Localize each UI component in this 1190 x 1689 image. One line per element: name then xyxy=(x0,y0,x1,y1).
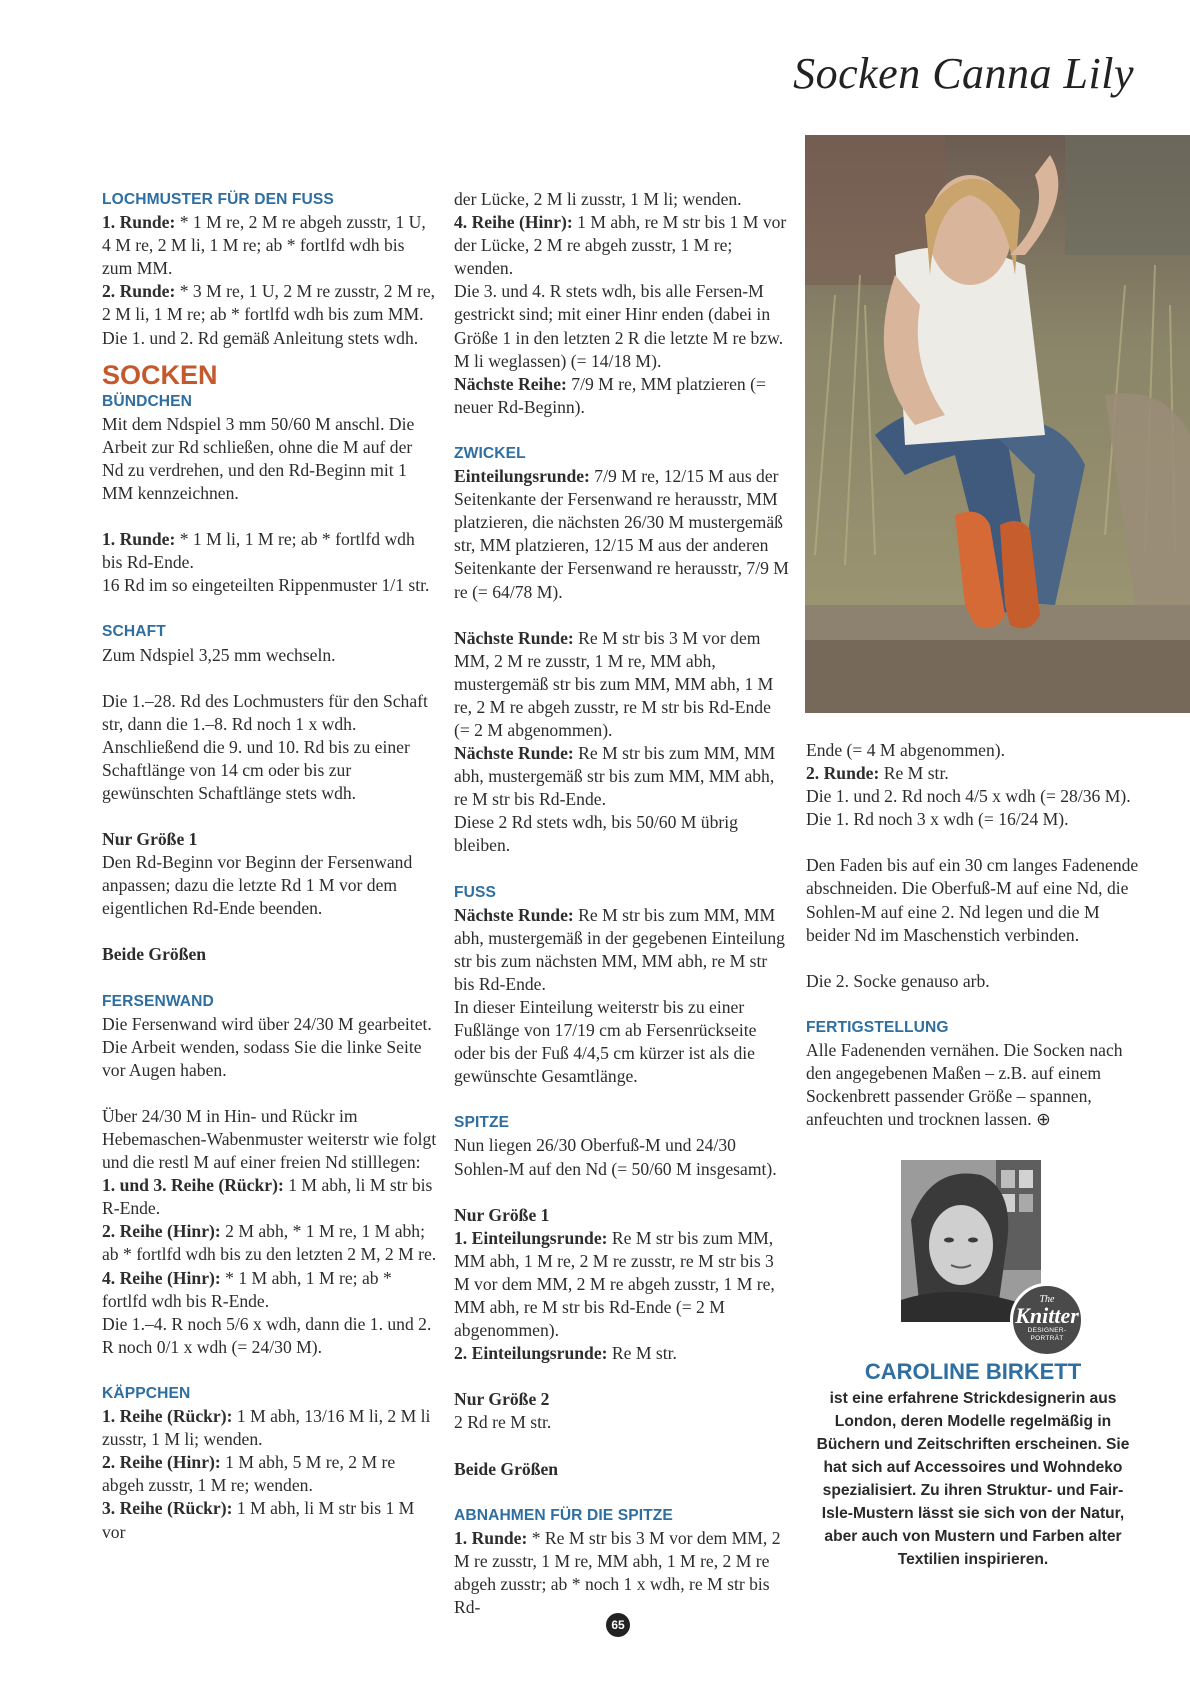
paragraph: 4. Reihe (Hinr): * 1 M abh, 1 M re; ab * fortlfd wdh bis R-Ende. xyxy=(102,1267,392,1311)
size-label: Nur Größe 1 xyxy=(102,829,198,850)
size-label: Beide Größen xyxy=(102,944,207,965)
heading-zwickel: ZWICKEL xyxy=(454,444,526,462)
paragraph: In dieser Einteilung weiterstr bis zu einer Fußlänge von 17/19 cm ab Fersenrückseite oder bis der Fuß 4/4,5 cm kürzer ist als die gewünschte Gesamtlänge. xyxy=(454,997,757,1087)
paragraph: Ende (= 4 M abgenommen). xyxy=(806,740,1006,760)
paragraph: 2. Runde: Re M str. xyxy=(806,763,949,784)
heading-fertigstellung: FERTIGSTELLUNG xyxy=(806,1018,949,1036)
heading-bundchen: BÜNDCHEN xyxy=(102,392,193,410)
paragraph: Über 24/30 M in Hin- und Rückr im Hebemaschen-Wabenmuster weiterstr wie folgt und die restl M auf einer freien Nd stilllegen: xyxy=(102,1105,437,1173)
paragraph: Zum Ndspiel 3,25 mm wechseln. xyxy=(102,644,336,665)
paragraph: Diese 2 Rd stets wdh, bis 50/60 M übrig bleiben. xyxy=(454,812,738,856)
heading-fuss: FUSS xyxy=(454,883,496,901)
badge-sub: PORTRÄT xyxy=(1030,1335,1064,1342)
paragraph: 4. Reihe (Hinr): 1 M abh, re M str bis 1 M vor der Lücke, 2 M re abgeh zusstr, 1 M re; wenden. xyxy=(454,212,787,279)
paragraph: Den Rd-Beginn vor Beginn der Fersenwand anpassen; dazu die letzte Rd 1 M vor dem eigentlichen Rd-Ende beenden. xyxy=(102,852,413,919)
paragraph: Nächste Runde: Re M str bis 3 M vor dem MM, 2 M re zusstr, 1 M re, MM abh, mustergemäß str bis zum MM, MM abh, 1 M re, 2 M re abgeh zusstr, re M str bis Rd-Ende (= 2 M abgenommen). xyxy=(454,627,774,740)
size-label: Beide Größen xyxy=(454,1458,559,1479)
paragraph: Einteilungsrunde: 7/9 M re, 12/15 M aus der Seitenkante der Fersenwand re herausstr, MM platzieren, die nächsten 26/30 M mustergemäß str, MM platzieren, 12/15 M aus der anderen Seitenkante der Fersenwand re herausstr, 7/9 M re (= 64/78 M). xyxy=(454,466,789,602)
paragraph: der Lücke, 2 M li zusstr, 1 M li; wenden. xyxy=(454,189,742,209)
paragraph: Die 1. Rd noch 3 x wdh (= 16/24 M). xyxy=(806,809,1069,830)
paragraph: 1. Runde: * Re M str bis 3 M vor dem MM, 2 M re zusstr, 1 M re, MM abh, 1 M re, 2 M re abgeh zusstr; ab * noch 1 x wdh, re M str bis Rd- xyxy=(454,1527,781,1617)
paragraph: 1. Runde: * 1 M li, 1 M re; ab * fortlfd wdh bis Rd-Ende. xyxy=(102,529,415,573)
paragraph: 2. Runde: * 3 M re, 1 U, 2 M re zusstr, 2 M re, 2 M li, 1 M re; ab * fortlfd wdh bis zum MM. xyxy=(102,281,436,325)
paragraph: 1. Runde: * 1 M re, 2 M re abgeh zusstr, 1 U, 4 M re, 2 M li, 1 M re; ab * fortlfd wdh bis zum MM. xyxy=(102,212,426,279)
paragraph: Die 1. und 2. Rd noch 4/5 x wdh (= 28/36 M). xyxy=(806,786,1131,807)
page-number: 65 xyxy=(606,1613,630,1637)
heading-kappchen: KÄPPCHEN xyxy=(102,1384,191,1402)
paragraph: Die 1.–28. Rd des Lochmusters für den Schaft str, dann die 1.–8. Rd noch 1 x wdh. Anschließend die 9. und 10. Rd bis zu einer Schaftlänge von 14 cm oder bis zur gewünschten Schaftlänge stets wdh. xyxy=(102,690,428,803)
badge-logo: Knitter xyxy=(1015,1303,1079,1328)
paragraph: Die Arbeit wenden, sodass Sie die linke Seite vor Augen haben. xyxy=(102,1036,422,1080)
page-title: Socken Canna Lily xyxy=(793,49,1134,98)
product-photo xyxy=(805,135,1190,713)
designer-name: CAROLINE BIRKETT xyxy=(864,1359,1082,1384)
heading-socken: SOCKEN xyxy=(102,359,218,390)
paragraph: 3. Reihe (Rückr): 1 M abh, li M str bis 1 M vor xyxy=(102,1498,415,1542)
heading-fersenwand: FERSENWAND xyxy=(102,992,214,1010)
paragraph: 1. Einteilungsrunde: Re M str bis zum MM, MM abh, 1 M re, 2 M re zusstr, re M str bis 3 M vor dem MM, 2 M re abgeh zusstr, 1 M re, MM abh, re M str bis Rd-Ende (= 2 M abgenommen). xyxy=(454,1227,775,1341)
paragraph: Mit dem Ndspiel 3 mm 50/60 M anschl. Die Arbeit zur Rd schließen, ohne die M auf der Nd zu verdrehen, und den Rd-Beginn mit 1 MM kennzeichnen. xyxy=(102,413,415,504)
heading-abnahmen: ABNAHMEN FÜR DIE SPITZE xyxy=(454,1506,673,1524)
paragraph: Nächste Runde: Re M str bis zum MM, MM abh, mustergemäß str bis zum MM, MM abh, re M str bis Rd-Ende. xyxy=(454,743,776,810)
paragraph: Nächste Runde: Re M str bis zum MM, MM abh, mustergemäß in der gegebenen Einteilung str bis zum nächsten MM, MM abh, re M str bis Rd-Ende. xyxy=(454,904,785,994)
paragraph: Die 1.–4. R noch 5/6 x wdh, dann die 1. und 2. R noch 0/1 x wdh (= 24/30 M). xyxy=(102,1313,432,1357)
text-column-middle xyxy=(454,188,790,1619)
paragraph: Alle Fadenenden vernähen. Die Socken nach den angegebenen Maßen – z.B. auf einem Sockenbrett passender Größe – spannen, anfeuchten und trocknen lassen. ⊕ xyxy=(806,1039,1123,1130)
text-column-right xyxy=(806,739,1140,1131)
heading-schaft: SCHAFT xyxy=(102,623,166,641)
paragraph: 2. Reihe (Hinr): 1 M abh, 5 M re, 2 M re abgeh zusstr, 1 M re; wenden. xyxy=(102,1452,396,1496)
size-label: Nur Größe 1 xyxy=(454,1204,550,1225)
photo-illustration xyxy=(805,135,1190,713)
designer-badge xyxy=(1010,1283,1084,1357)
end-mark-icon: ⊕ xyxy=(1036,1109,1051,1130)
badge-the: The xyxy=(1039,1294,1055,1305)
paragraph: 2 Rd re M str. xyxy=(454,1412,552,1433)
paragraph: Nächste Reihe: 7/9 M re, MM platzieren (= neuer Rd-Beginn). xyxy=(454,373,766,417)
paragraph: 2. Einteilungsrunde: Re M str. xyxy=(454,1343,677,1364)
badge-sub: DESIGNER- xyxy=(1027,1327,1067,1334)
paragraph: Die Fersenwand wird über 24/30 M gearbeitet. xyxy=(102,1013,432,1034)
paragraph: 2. Reihe (Hinr): 2 M abh, * 1 M re, 1 M abh; ab * fortlfd wdh bis zu den letzten 2 M, 2 M re. xyxy=(102,1221,437,1265)
heading-lochmuster: LOCHMUSTER FÜR DEN FUSS xyxy=(102,191,334,208)
paragraph: Die 3. und 4. R stets wdh, bis alle Fersen-M gestrickt sind; mit einer Hinr enden (dabei in Größe 1 in den letzten 2 R die letzte M re bzw. M li weglassen) (= 14/18 M). xyxy=(454,281,784,371)
size-label: Nur Größe 2 xyxy=(454,1389,550,1410)
paragraph: 16 Rd im so eingeteilten Rippenmuster 1/1 str. xyxy=(102,575,430,596)
paragraph: Die 2. Socke genauso arb. xyxy=(806,970,990,991)
heading-spitze: SPITZE xyxy=(454,1114,510,1132)
paragraph: Den Faden bis auf ein 30 cm langes Fadenende abschneiden. Die Oberfuß-M auf eine Nd, die Sohlen-M auf eine 2. Nd legen und die M beider Nd im Maschenstich verbinden. xyxy=(806,855,1139,945)
paragraph: 1. Reihe (Rückr): 1 M abh, 13/16 M li, 2 M li zusstr, 1 M li; wenden. xyxy=(102,1406,431,1450)
designer-bio: ist eine erfahrene Strickdesignerin aus London, deren Modelle regelmäßig in Büchern und Zeitschriften erscheinen. Sie hat sich auf Accessoires und Wohndeko spezialisiert. Zu ihren Struktur- und Fair-Isle-Mustern lässt sie sich von der Natur, aber auch von Mustern und Farben alter Textilien inspirieren. xyxy=(816,1390,1130,1568)
paragraph: Die 1. und 2. Rd gemäß Anleitung stets wdh. xyxy=(102,327,419,348)
paragraph: Nun liegen 26/30 Oberfuß-M und 24/30 Sohlen-M auf den Nd (= 50/60 M insgesamt). xyxy=(454,1135,777,1179)
text-column-left xyxy=(102,188,438,1544)
paragraph: 1. und 3. Reihe (Rückr): 1 M abh, li M str bis R-Ende. xyxy=(102,1175,433,1219)
